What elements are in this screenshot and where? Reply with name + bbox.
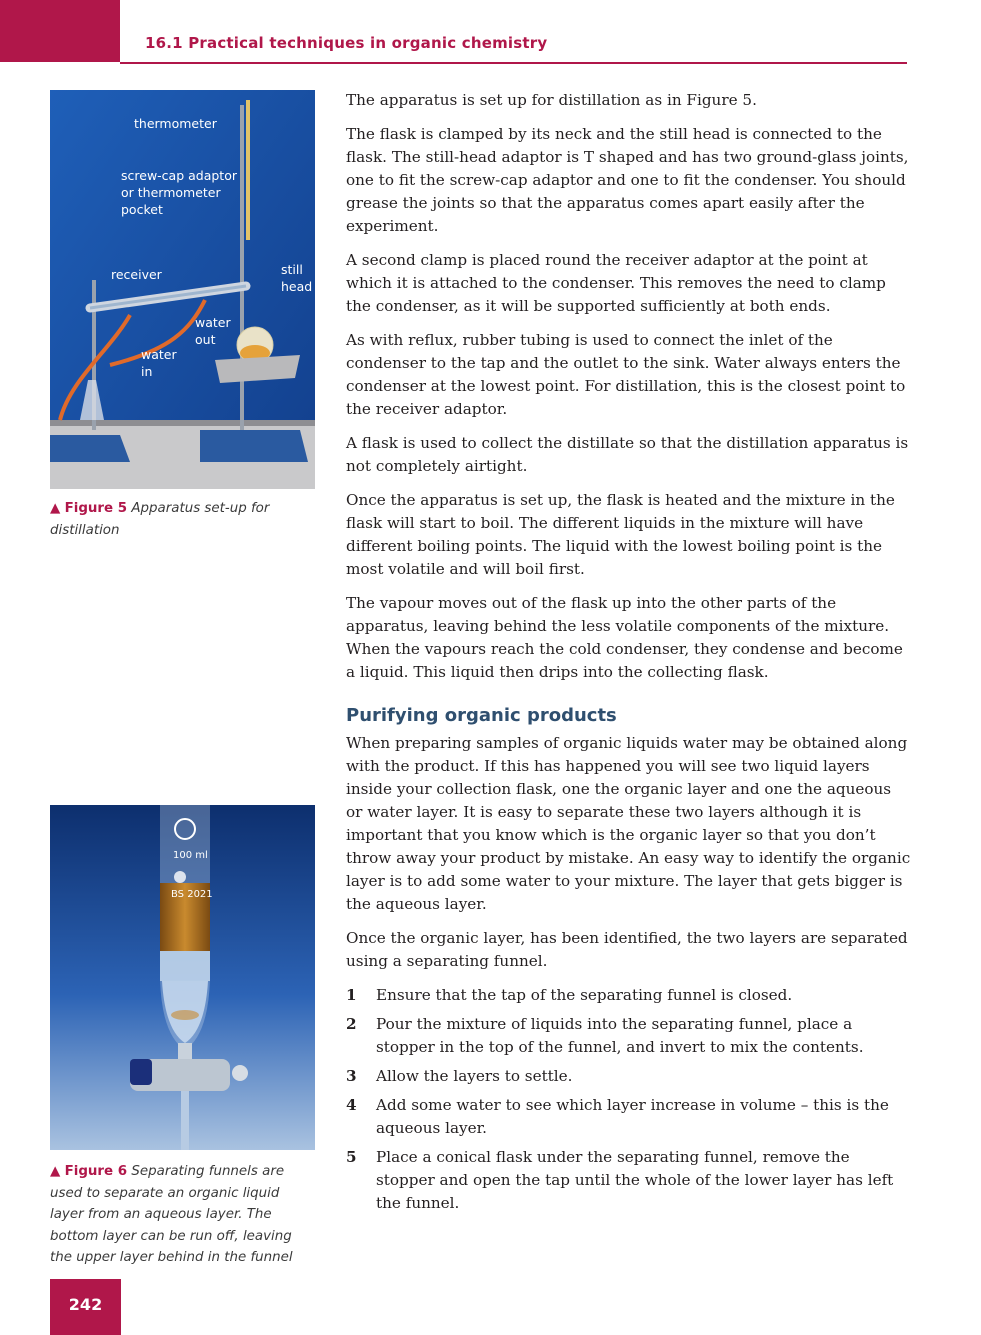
section-title: 16.1 Practical techniques in organic chemistry <box>145 34 548 52</box>
step-text: Place a conical flask under the separating funnel, remove the stopper and open the tap until the whole of the lower layer has left the funnel. <box>376 1148 894 1212</box>
step-number: 2 <box>346 1015 357 1033</box>
label-water-in: water in <box>141 347 177 379</box>
header-tab <box>0 0 120 62</box>
list-item <box>346 1146 912 1215</box>
list-item <box>346 984 912 1007</box>
flask-standard-marking: BS 2021 <box>171 889 213 900</box>
step-number: 4 <box>346 1096 357 1114</box>
paragraph: When preparing samples of organic liquids water may be obtained along with the product. If this has happened you will see two liquid layers inside your collection flask, one the organic layer and one the aqueous or water layer. It is easy to separate these two layers although it is important that you know which is the organic layer so that you don’t throw away your product by mistake. An easy way to identify the organic layer is to add some water to your mixture. The layer that gets bigger is the aqueous layer. <box>346 734 911 913</box>
label-receiver: receiver <box>111 267 162 282</box>
step-text: Allow the layers to settle. <box>376 1067 573 1085</box>
figure-6-photo <box>50 805 315 1150</box>
step-text: Pour the mixture of liquids into the separating funnel, place a stopper in the top of the funnel, and invert to mix the contents. <box>376 1015 864 1056</box>
list-item <box>346 1094 912 1140</box>
list-item <box>346 1065 912 1088</box>
header-rule <box>120 62 907 64</box>
figure-6-caption <box>50 1161 315 1269</box>
label-screw-cap-adaptor: screw-cap adaptor or thermometer pocket <box>121 168 237 217</box>
paragraph: Once the apparatus is set up, the flask is heated and the mixture in the flask will start to boil. The different liquids in the mixture will have different boiling points. The liquid with the lowest boiling point is the most volatile and will boil first. <box>346 491 895 578</box>
caption-triangle-icon: ▲ <box>50 501 61 516</box>
label-thermometer: thermometer <box>134 116 217 131</box>
step-number: 1 <box>346 986 357 1004</box>
step-text: Ensure that the tap of the separating funnel is closed. <box>376 986 793 1004</box>
figure-6-caption-text: Separating funnels are used to separate an organic liquid layer from an aqueous layer. The bottom layer can be run off, leaving the upper layer behind in the funnel <box>50 1164 293 1265</box>
step-text: Add some water to see which layer increase in volume – this is the aqueous layer. <box>376 1096 889 1137</box>
paragraph: The vapour moves out of the flask up into the other parts of the apparatus, leaving behind the less volatile components of the mixture. When the vapours reach the cold condenser, they condense and become a liquid. This liquid then drips into the collecting flask. <box>346 594 903 681</box>
steps-list <box>346 984 912 1215</box>
paragraph: As with reflux, rubber tubing is used to connect the inlet of the condenser to the tap and the outlet to the sink. Water always enters the condenser at the lowest point. For distillation, this is the closest point to the receiver adaptor. <box>346 331 906 418</box>
paragraph: A flask is used to collect the distillate so that the distillation apparatus is not completely airtight. <box>346 434 909 475</box>
figure-5-caption <box>50 498 310 541</box>
step-number: 5 <box>346 1148 357 1166</box>
section-heading: Purifying organic products <box>346 705 617 726</box>
page-number-box <box>50 1279 121 1335</box>
paragraph: The flask is clamped by its neck and the still head is connected to the flask. The still-head adaptor is T shaped and has two ground-glass joints, one to fit the screw-cap adaptor and one to fit the condenser. You should grease the joints so that the apparatus comes apart easily after the experiment. <box>346 125 909 235</box>
figure-5-caption-text: Apparatus set-up for distillation <box>50 501 270 538</box>
paragraph: The apparatus is set up for distillation as in Figure 5. <box>346 91 757 109</box>
label-water-out: water out <box>195 315 231 347</box>
caption-triangle-icon: ▲ <box>50 1164 61 1179</box>
paragraph: Once the organic layer, has been identified, the two layers are separated using a separating funnel. <box>346 929 908 970</box>
list-item <box>346 1013 912 1059</box>
page-number: 242 <box>68 1295 103 1314</box>
paragraph: A second clamp is placed round the receiver adaptor at the point at which it is attached to the condenser. This removes the need to clamp the condenser, as it will be supported sufficiently at both ends. <box>346 251 886 315</box>
figure-6-label: Figure 6 <box>64 1164 128 1179</box>
step-number: 3 <box>346 1067 357 1085</box>
figure-5-label: Figure 5 <box>64 501 128 516</box>
main-text-column <box>346 89 912 1221</box>
figure-5-photo <box>50 90 315 489</box>
flask-volume-marking: 100 ml <box>173 850 208 861</box>
label-still-head: still head <box>281 262 313 294</box>
